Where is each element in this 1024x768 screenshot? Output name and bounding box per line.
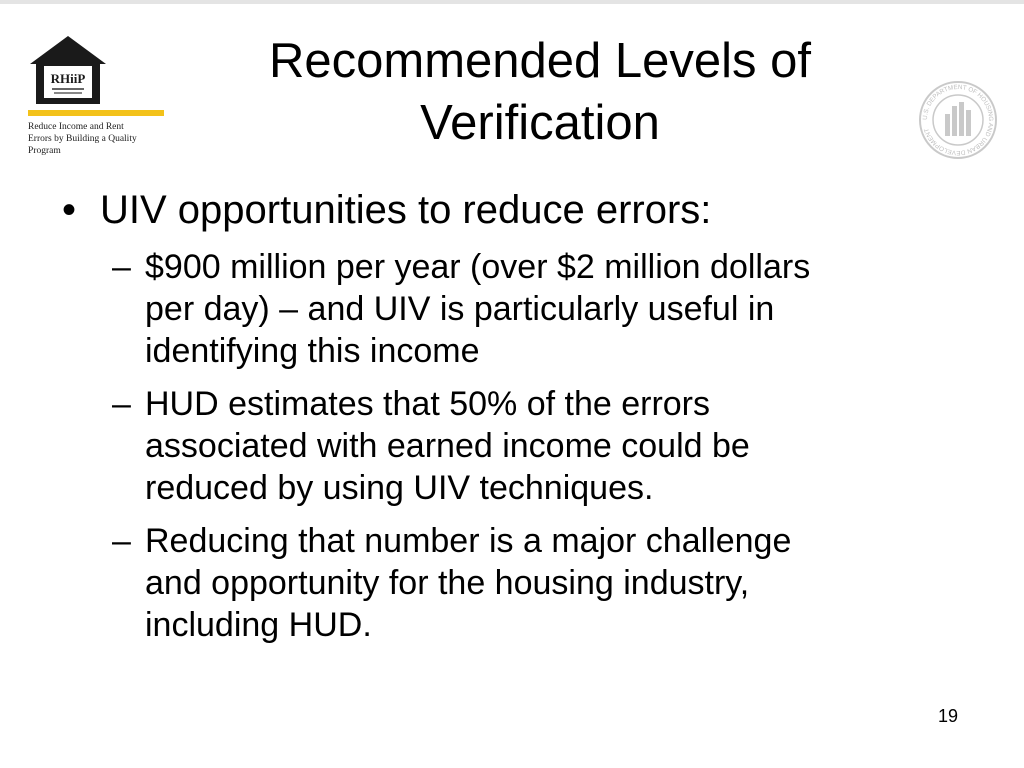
sub-bullet-line: identifying this income [145,332,480,370]
sub-bullet-line: $900 million per year (over $2 million dollars [145,248,811,286]
logo-yellow-bar [28,110,164,116]
logo-tagline [28,121,178,157]
sub-bullet-line: reduced by using UIV techniques. [145,469,654,507]
logo-tagline-line: Reduce Income and Rent [28,122,124,132]
sub-bullet-line: associated with earned income could be [145,427,750,465]
sub-bullet-line: including HUD. [145,606,372,644]
slide-title [170,30,910,154]
title-line: Verification [420,96,660,150]
title-line: Recommended Levels of [268,34,811,88]
bullet-dot: • [62,188,77,232]
sub-bullet-line: HUD estimates that 50% of the errors [145,385,711,423]
page-number: 19 [938,706,959,726]
sub-bullet-line: and opportunity for the housing industry, [145,564,750,602]
top-border [0,0,1024,4]
logo-tagline-line: Program [28,146,61,156]
sub-bullet-line: per day) – and UIV is particularly useful in [145,290,775,328]
sub-bullet-dash: – [112,385,131,423]
sub-bullet-text [145,520,945,646]
sub-bullet-dash: – [112,248,131,286]
logo-tagline-line: Errors by Building a Quality [28,134,137,144]
house-logo-icon [28,34,108,106]
sub-bullet-text [145,383,945,509]
seal-text: U.S. DEPARTMENT OF HOUSING AND URBAN DEVELOPMENT [921,83,995,157]
sub-bullet-line: Reducing that number is a major challenge [145,522,792,560]
bullet-text: UIV opportunities to reduce errors: [100,188,712,232]
sub-bullet-text [145,246,945,372]
sub-bullet-dash: – [112,522,131,560]
logo-name: RHiiP [50,71,86,86]
hud-seal-icon [918,80,998,160]
